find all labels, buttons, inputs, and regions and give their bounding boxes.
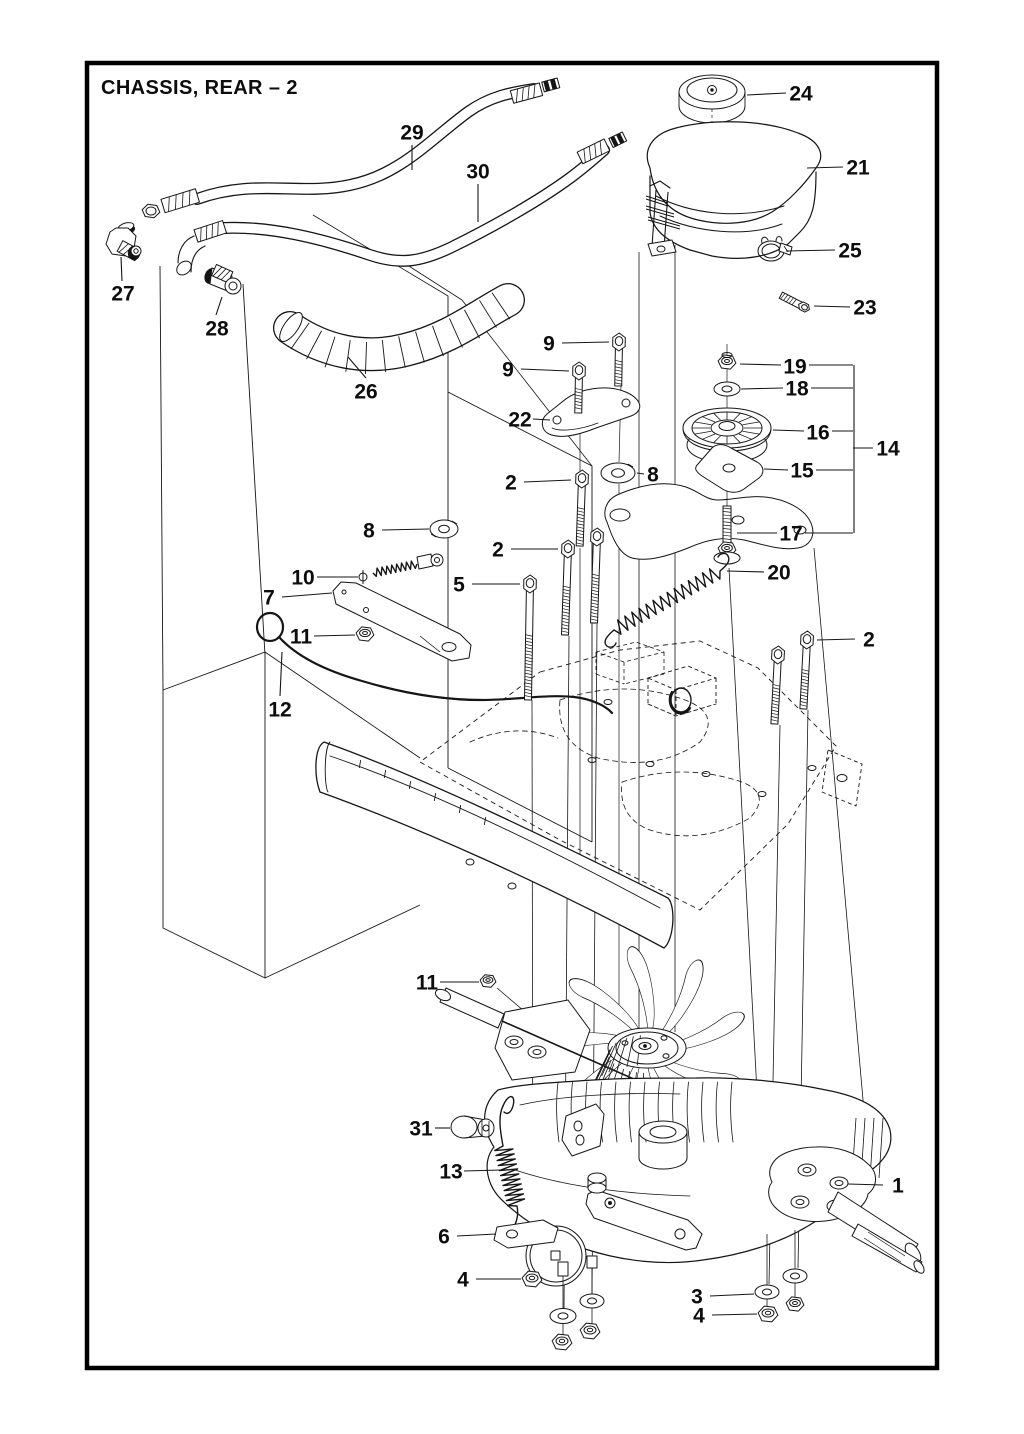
callout-leader xyxy=(786,250,835,251)
callout-label: 24 xyxy=(789,82,813,106)
callout-label: 12 xyxy=(268,698,292,722)
callout-label: 8 xyxy=(647,463,659,487)
callout-leader xyxy=(740,364,781,365)
callout-label: 7 xyxy=(263,586,275,610)
callout-label: 4 xyxy=(457,1268,469,1292)
callout-label: 21 xyxy=(846,156,870,180)
callout-label: 15 xyxy=(790,459,814,483)
page-title: CHASSIS, REAR – 2 xyxy=(101,77,298,99)
callout-label: 2 xyxy=(492,538,504,562)
callout-leader xyxy=(710,1294,754,1296)
callout-leader xyxy=(817,639,855,640)
callout-label: 22 xyxy=(508,408,532,432)
callout-label: 9 xyxy=(502,358,514,382)
callout-label: 18 xyxy=(785,377,809,401)
callout-label: 8 xyxy=(363,519,375,543)
callout-leader xyxy=(562,342,609,343)
callout-label: 19 xyxy=(783,355,807,379)
callout-label: 27 xyxy=(111,282,135,306)
callout-leader xyxy=(521,369,569,371)
diagram-artwork xyxy=(106,75,926,1350)
callout-leader xyxy=(524,480,571,482)
callout-label: 30 xyxy=(466,160,490,184)
callout-label: 3 xyxy=(691,1285,703,1309)
callout-leader xyxy=(382,529,429,530)
callout-label: 20 xyxy=(767,561,791,585)
callout-label: 6 xyxy=(438,1225,450,1249)
callout-label: 13 xyxy=(439,1160,463,1184)
callout-leader xyxy=(712,1314,757,1315)
callout-label: 26 xyxy=(354,380,378,404)
callout-leader xyxy=(280,652,282,696)
callout-leader xyxy=(727,571,764,572)
callout-label: 14 xyxy=(876,437,900,461)
callout-leader xyxy=(741,388,783,389)
callout-label: 11 xyxy=(415,971,439,995)
callout-leader xyxy=(814,306,850,307)
callout-label: 2 xyxy=(863,628,875,652)
callout-label: 29 xyxy=(400,121,424,145)
callout-label: 17 xyxy=(779,522,803,546)
callout-label: 10 xyxy=(291,566,315,590)
callout-label: 2 xyxy=(505,471,517,495)
callout-leader xyxy=(457,1234,496,1236)
callout-label: 4 xyxy=(693,1304,705,1328)
callout-label: 9 xyxy=(543,332,555,356)
callout-leader xyxy=(637,473,644,474)
callout-label: 23 xyxy=(853,296,877,320)
callout-label: 16 xyxy=(806,421,830,445)
callout-leader xyxy=(773,430,804,431)
callout-label: 31 xyxy=(409,1117,433,1141)
callout-label: 25 xyxy=(838,239,862,263)
callout-label: 1 xyxy=(892,1174,904,1198)
callout-leader xyxy=(747,93,786,95)
callout-leader xyxy=(314,635,355,636)
callout-leader xyxy=(764,469,788,470)
callout-leader xyxy=(282,593,332,597)
callout-label: 5 xyxy=(453,573,465,597)
callout-leader xyxy=(216,297,222,315)
callout-label: 28 xyxy=(205,317,229,341)
callout-leader xyxy=(121,257,122,281)
callout-label: 11 xyxy=(289,625,313,649)
